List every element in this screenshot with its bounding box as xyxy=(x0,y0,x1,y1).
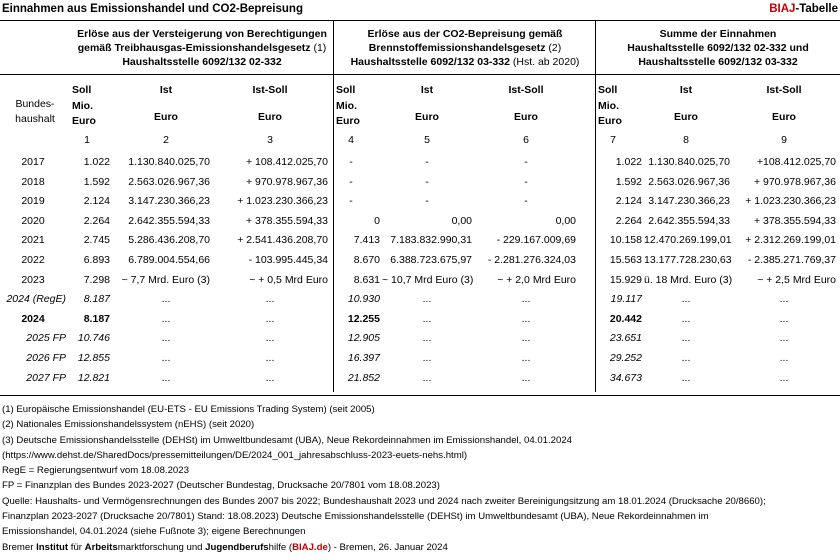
table-cell: ... xyxy=(521,332,531,345)
table-cell: - xyxy=(425,195,429,208)
table-cell: ... xyxy=(422,312,432,325)
column-number: 9 xyxy=(781,134,787,146)
bottom-rule xyxy=(0,395,840,396)
column-number: 2 xyxy=(163,134,169,146)
table-cell: 13.177.728.230,63 xyxy=(644,254,732,266)
table-cell: + 970.978.967,36 xyxy=(753,175,836,188)
table-cell: 15.929 xyxy=(609,273,642,286)
group-separator xyxy=(333,20,334,392)
table-cell: ... xyxy=(521,371,531,384)
column-number: 3 xyxy=(267,134,273,146)
table-cell: 2.642.355.594,33 xyxy=(128,214,210,227)
footnote: (2) Nationales Emissionshandelssystem (nEHS) (seit 2020) xyxy=(2,419,255,431)
brand-rest: -Tabelle xyxy=(795,3,838,15)
row-label: 2018 xyxy=(21,175,45,188)
table-cell: 8.187 xyxy=(83,293,110,306)
table-cell: 1.130.840.025,70 xyxy=(648,156,730,168)
table-cell: 0 xyxy=(374,214,380,227)
row-label: 2022 xyxy=(21,254,45,266)
table-cell: - 2.385.271.769,37 xyxy=(747,254,836,266)
header-rule xyxy=(0,74,840,75)
table-cell: ... xyxy=(161,332,171,345)
table-cell: ... xyxy=(681,312,691,325)
column-number: 1 xyxy=(84,134,90,146)
column-number: 7 xyxy=(610,134,616,146)
table-cell: ... xyxy=(681,371,691,384)
row-label: 2024 xyxy=(21,312,45,325)
table-cell: ... xyxy=(521,312,531,325)
table-cell: - xyxy=(349,175,353,188)
table-cell: ... xyxy=(265,293,275,306)
table-cell: ... xyxy=(161,352,171,364)
table-cell: 29.252 xyxy=(609,352,642,364)
table-cell: 2.124 xyxy=(615,195,642,208)
table-cell: ... xyxy=(521,293,531,306)
table-cell: 1.130.840.025,70 xyxy=(128,156,210,168)
table-cell: - 229.167.009,69 xyxy=(496,234,576,247)
table-cell: - 103.995.445,34 xyxy=(248,254,328,266)
group-line: Haushaltsstelle 6092/132 02-332 xyxy=(122,56,282,68)
table-cell: + 108.412.025,70 xyxy=(245,156,328,168)
table-cell: 12.855 xyxy=(77,352,110,364)
row-label: 2017 xyxy=(21,156,45,168)
table-cell: - 2.281.276.324,03 xyxy=(487,254,576,266)
table-cell: - xyxy=(349,195,353,208)
column-header-soll: Soll Mio. Euro xyxy=(336,84,360,127)
table-cell: 6.789.004.554,66 xyxy=(128,254,210,266)
column-header-soll: Soll Mio. Euro xyxy=(598,84,622,127)
table-cell: 2.642.355.594,33 xyxy=(648,214,730,227)
group-line: gemäß Treibhausgas-Emissionshandelsgesetz (1) xyxy=(77,42,327,54)
table-cell: 23.651 xyxy=(609,332,642,345)
table-cell: ... xyxy=(422,332,432,345)
brand-red: BIAJ xyxy=(769,3,796,15)
group-header-sum xyxy=(598,27,838,69)
footer-link[interactable]: BIAJ.de xyxy=(292,541,328,553)
table-cell: ... xyxy=(161,312,171,325)
table-cell: ... xyxy=(161,293,171,306)
table-cell: ~ + 0,5 Mrd Euro xyxy=(249,273,328,286)
table-cell: ~ 10,7 Mrd Euro (3) xyxy=(382,273,474,286)
table-cell: ... xyxy=(779,293,789,306)
table-cell: - xyxy=(425,175,429,188)
table-cell: + 2.312.269.199,01 xyxy=(745,234,836,247)
table-cell: ... xyxy=(265,371,275,384)
row-header xyxy=(4,97,66,127)
row-label: 2027 FP xyxy=(26,371,66,384)
table-cell: - xyxy=(524,175,528,188)
column-header-ist: Ist Euro xyxy=(415,84,439,123)
row-header-line: haushalt xyxy=(15,113,55,125)
table-cell: 2.563.026.967,36 xyxy=(648,175,730,188)
column-number: 5 xyxy=(424,134,430,146)
table-cell: ... xyxy=(779,332,789,345)
table-cell: + 1.023.230.366,23 xyxy=(237,195,328,208)
group-header-nehs xyxy=(336,27,594,69)
group-line: Haushaltsstelle 6092/132 02-332 und xyxy=(627,42,809,54)
row-label: 2021 xyxy=(21,234,45,247)
table-cell: 1.022 xyxy=(83,156,110,168)
table-cell: 3.147.230.366,23 xyxy=(648,195,730,208)
table-cell: +108.412.025,70 xyxy=(756,156,836,168)
table-cell: ... xyxy=(422,293,432,306)
group-line: Erlöse aus der Versteigerung von Berechtigungen xyxy=(77,28,327,40)
table-cell: ... xyxy=(681,352,691,364)
table-cell: 12.905 xyxy=(347,332,380,345)
table-cell: ... xyxy=(422,352,432,364)
column-header-ist: Ist Euro xyxy=(674,84,698,123)
table-cell: + 970.978.967,36 xyxy=(245,175,328,188)
column-header-ist: Ist Euro xyxy=(154,84,178,123)
footer-credit: Bremer Institut für Arbeitsmarktforschung und Jugendberufshilfe (BIAJ.de) - Bremen, 26. Januar 2024 xyxy=(2,541,448,553)
table-cell: 12.255 xyxy=(347,312,380,325)
table-cell: 1.592 xyxy=(83,175,110,188)
table-cell: ... xyxy=(422,371,432,384)
table-cell: - xyxy=(349,156,353,168)
row-label: 2023 xyxy=(21,273,45,286)
table-cell: ... xyxy=(265,312,275,325)
row-header-line: Bundes- xyxy=(15,98,55,110)
column-number: 6 xyxy=(523,134,529,146)
column-header-istsoll: Ist-Soll Euro xyxy=(508,84,544,123)
table-cell: 0,00 xyxy=(555,214,576,227)
table-cell: 10.158 xyxy=(609,234,642,247)
table-cell: 34.673 xyxy=(609,371,642,384)
table-cell: 2.563.026.967,36 xyxy=(128,175,210,188)
table-cell: - xyxy=(524,156,528,168)
row-label: 2026 FP xyxy=(26,352,66,364)
footnote: RegE = Regierungsentwurf vom 18.08.2023 xyxy=(2,465,189,477)
table-cell: 7.183.832.990,31 xyxy=(390,234,472,247)
table-cell: 0,00 xyxy=(451,214,472,227)
table-cell: ~ 7,7 Mrd. Euro (3) xyxy=(121,273,210,286)
title-row xyxy=(2,3,838,19)
group-line: Haushaltsstelle 6092/132 03-332 (Hst. ab 2020) xyxy=(350,56,580,68)
column-header-istsoll: Ist-Soll Euro xyxy=(252,84,288,123)
table-cell: 6.893 xyxy=(83,254,110,266)
brand-label xyxy=(769,3,838,15)
column-number: 8 xyxy=(683,134,689,146)
group-line: Summe der Einnahmen xyxy=(659,28,777,40)
row-label: 2024 (RegE) xyxy=(6,293,66,306)
table-cell: ... xyxy=(779,371,789,384)
table-cell: ... xyxy=(681,293,691,306)
table-cell: 12.821 xyxy=(77,371,110,384)
table-cell: + 378.355.594,33 xyxy=(753,214,836,227)
table-cell: 7.413 xyxy=(353,234,380,247)
column-header-soll: Soll Mio. Euro xyxy=(72,84,96,127)
table-cell: 8.670 xyxy=(353,254,380,266)
table-cell: 16.397 xyxy=(347,352,380,364)
table-cell: 1.022 xyxy=(615,156,642,168)
table-cell: 2.264 xyxy=(83,214,110,227)
table-cell: + 1.023.230.366,23 xyxy=(745,195,836,208)
table-cell: - xyxy=(524,195,528,208)
table-cell: ... xyxy=(265,332,275,345)
table-cell: 1.592 xyxy=(615,175,642,188)
top-rule xyxy=(0,20,840,21)
table-cell: + 2.541.436.208,70 xyxy=(237,234,328,247)
column-header-istsoll: Ist-Soll Euro xyxy=(766,84,802,123)
footnote: FP = Finanzplan des Bundes 2023-2027 (Deutscher Bundestag, Drucksache 20/7801 vom 18.08.2023) xyxy=(2,480,440,492)
table-cell: ~ + 2,5 Mrd Euro xyxy=(757,273,836,286)
group-line: Erlöse aus der CO2-Bepreisung gemäß xyxy=(367,28,563,40)
table-cell: 5.286.436.208,70 xyxy=(128,234,210,247)
table-cell: 19.117 xyxy=(610,293,642,306)
source-line: Emissionshandel, 04.01.2024 (siehe Fußnote 3); eigene Berechnungen xyxy=(2,526,306,538)
group-line: Haushaltsstelle 6092/132 03-332 xyxy=(638,56,798,68)
table-cell: 8.187 xyxy=(83,312,110,325)
group-header-ets xyxy=(70,27,334,69)
table-cell: 2.124 xyxy=(83,195,110,208)
table-cell: ü. 18 Mrd. Euro (3) xyxy=(644,273,733,286)
table-cell: ... xyxy=(521,352,531,364)
source-line: Quelle: Haushalts- und Vermögensrechnungen des Bundes 2007 bis 2022; Bundeshaushalt 2023 und 2024 nach zweiter Bereinigungsitzung am 18.01.2024 (Drucksache 20/8660); xyxy=(2,495,766,507)
table-cell: 10.746 xyxy=(77,332,110,345)
table-cell: 2.264 xyxy=(615,214,642,227)
table-cell: 3.147.230.366,23 xyxy=(128,195,210,208)
table-cell: 20.442 xyxy=(609,312,642,325)
table-cell: 15.563 xyxy=(609,254,642,266)
table-cell: ~ + 2,0 Mrd Euro xyxy=(497,273,576,286)
row-label: 2019 xyxy=(21,195,45,208)
table-cell: 10.930 xyxy=(347,293,380,306)
footnote: (1) Europäische Emissionshandel (EU-ETS - EU Emissions Trading System) (seit 2005) xyxy=(2,404,375,415)
table-cell: 21.852 xyxy=(347,371,380,384)
page-title: Einnahmen aus Emissionshandel und CO2-Bepreisung xyxy=(2,3,303,15)
table-cell: ... xyxy=(779,312,789,325)
column-number: 4 xyxy=(348,134,354,146)
row-label: 2025 FP xyxy=(26,332,66,345)
table-cell: ... xyxy=(681,332,691,345)
table-cell: ... xyxy=(779,352,789,364)
row-label: 2020 xyxy=(21,214,45,227)
table-cell: 12.470.269.199,01 xyxy=(644,234,732,247)
source-line: Finanzplan 2023-2027 (Drucksache 20/7801) Stand: 18.08.2023) Deutsche Emissionshandelsstelle (DEHSt) im Umweltbundesamt (UBA), Neue Rekordeinnahmen im xyxy=(2,511,709,523)
table-cell: + 378.355.594,33 xyxy=(245,214,328,227)
footnote: (3) Deutsche Emissionshandelsstelle (DEHSt) im Umweltbundesamt (UBA), Neue Rekordeinnahmen im Emissionshandel, 04.01.2024 xyxy=(2,434,573,446)
table-cell: ... xyxy=(161,371,171,384)
footnotes xyxy=(2,402,838,555)
footnote-url[interactable]: (https://www.dehst.de/SharedDocs/pressemitteilungen/DE/2024_001_jahresabschluss-2023-euets-nehs.html) xyxy=(2,449,468,461)
table-cell: 7.298 xyxy=(83,273,110,286)
table-cell: 8.631 xyxy=(353,273,380,286)
group-line: Brennstoffemissionshandelsgesetz (2) xyxy=(368,42,562,54)
table-cell: - xyxy=(425,156,429,168)
group-separator xyxy=(595,20,596,392)
table-cell: 2.745 xyxy=(83,234,110,247)
table-cell: ... xyxy=(265,352,275,364)
table-cell: 6.388.723.675,97 xyxy=(390,254,472,266)
